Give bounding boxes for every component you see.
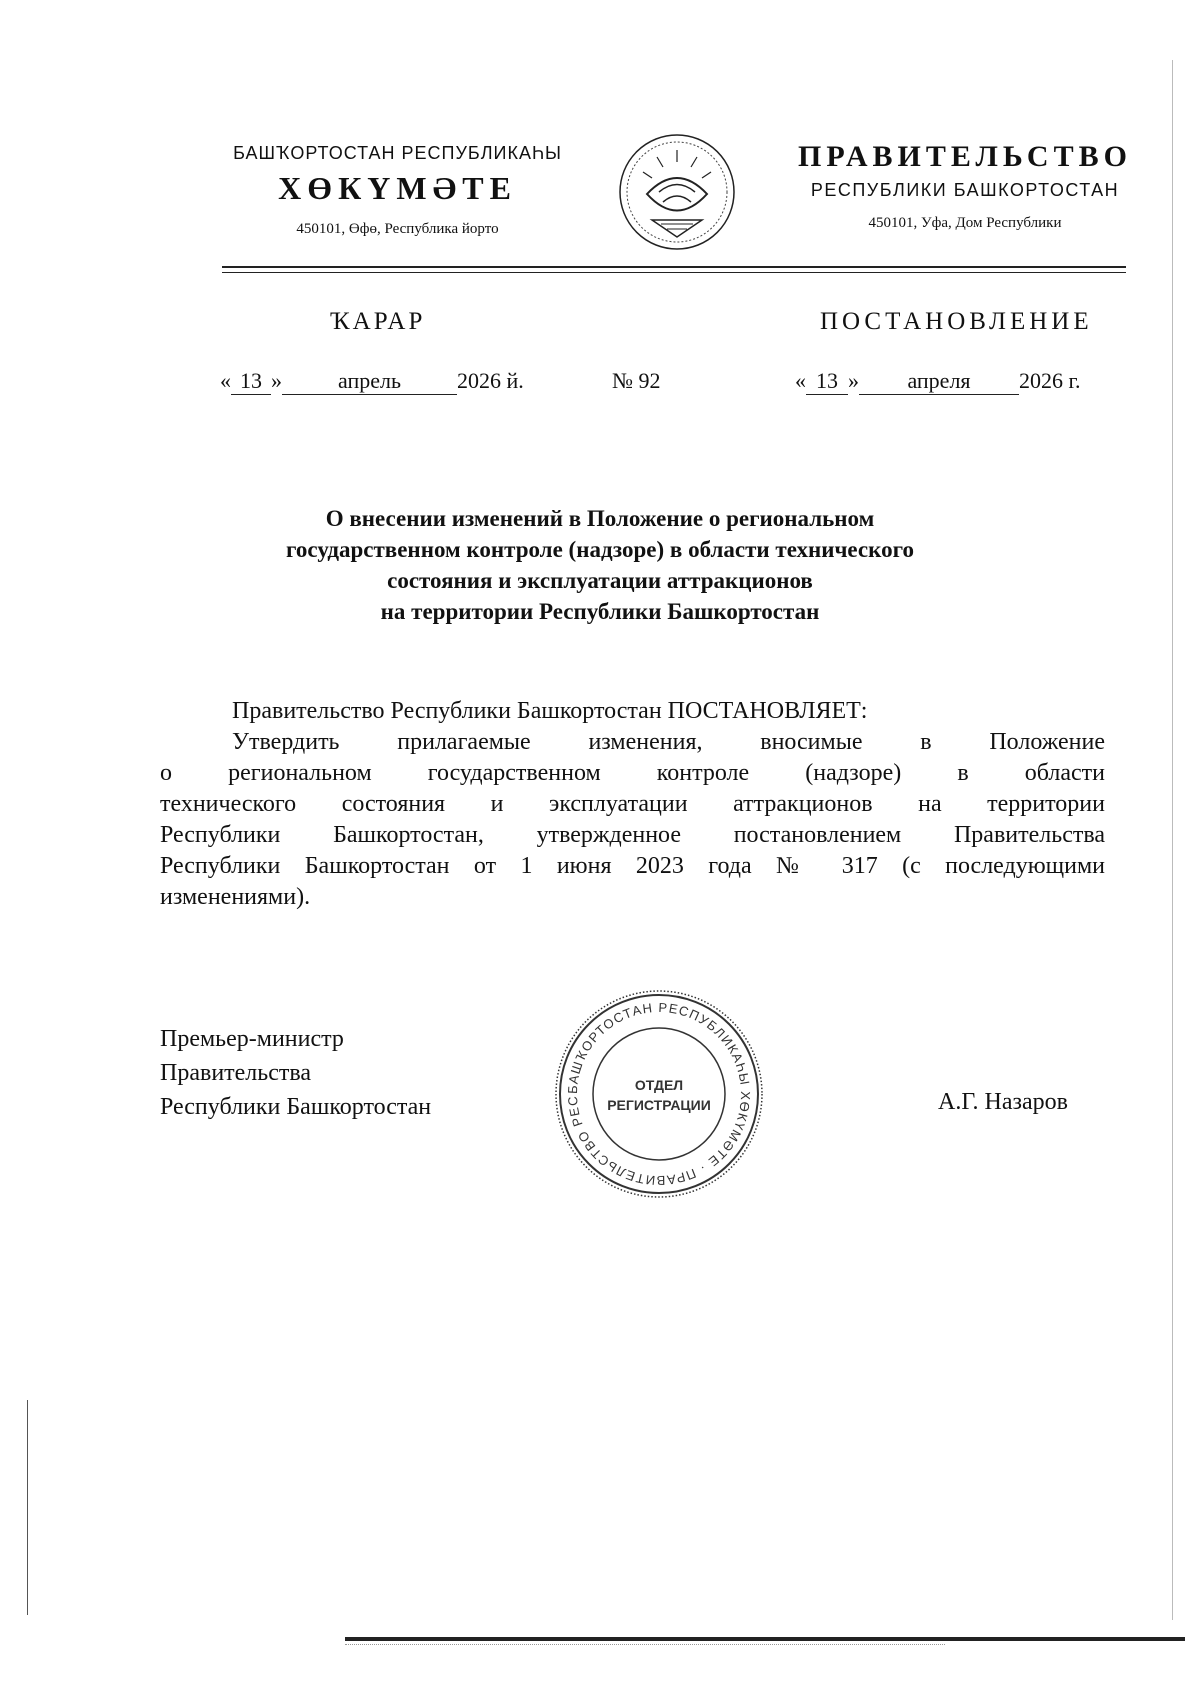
date-bashkir	[220, 368, 524, 395]
bashkortostan-coat-of-arms-icon	[617, 132, 737, 252]
date-russian	[795, 368, 1081, 395]
title-line: на территории Республики Башкортостан	[380, 599, 820, 624]
org-name-bashkir-large: ХӨКҮМӘТЕ	[278, 170, 517, 206]
signatory-title-line: Республики Башкортостан	[160, 1094, 432, 1120]
body-paragraph-decree: Правительство Республики Башкортостан ПОСТАНОВЛЯЕТ:	[232, 698, 868, 724]
signatory-name: А.Г. Назаров	[938, 1089, 1068, 1115]
scan-bottom-bar	[345, 1637, 1185, 1641]
org-name-bashkir-small: БАШҠОРТОСТАН РЕСПУБЛИКАҺЫ	[233, 143, 562, 163]
date-open-quote: «	[220, 368, 231, 393]
org-name-russian-large: ПРАВИТЕЛЬСТВО	[798, 140, 1132, 173]
signatory-title-line: Премьер-министр	[160, 1026, 344, 1052]
scan-margin-line-left	[27, 1400, 28, 1615]
registration-stamp	[553, 988, 765, 1200]
body-line: Республики Башкортостан, утвержденное постановлением Правительства	[160, 822, 1105, 848]
body-line: о региональном государственном контроле (надзоре) в области	[160, 760, 1105, 786]
address-russian: 450101, Уфа, Дом Республики	[868, 215, 1062, 231]
date-year: 2026 г.	[1019, 368, 1081, 393]
signatory-title-line: Правительства	[160, 1060, 312, 1086]
number-sign: №	[612, 368, 633, 393]
number-value: 92	[638, 368, 661, 393]
header-divider-thick	[222, 266, 1126, 268]
date-close-quote: »	[848, 368, 859, 393]
stamp-inner-line1: ОТДЕЛ	[634, 1077, 684, 1093]
stamp-inner-line2: РЕГИСТРАЦИИ	[607, 1097, 711, 1113]
title-line: О внесении изменений в Положение о региональном	[325, 506, 875, 531]
title-line: состояния и эксплуатации аттракционов	[387, 568, 813, 593]
date-close-quote: »	[271, 368, 282, 393]
date-month: апреля	[859, 368, 1019, 395]
date-open-quote: «	[795, 368, 806, 393]
doc-type-russian: ПОСТАНОВЛЕНИЕ	[820, 308, 1093, 335]
stamp-ring-text: БАШҠОРТОСТАН РЕСПУБЛИКАҺЫ ХӨКҮМӘТЕ · ПРАВИТЕЛЬСТВО РЕС	[564, 999, 754, 1189]
body-line: изменениями).	[160, 884, 311, 910]
date-month: апрель	[282, 368, 457, 395]
header-left-block	[195, 143, 600, 238]
date-year: 2026 й.	[457, 368, 524, 393]
body-line: Республики Башкортостан от 1 июня 2023 года № 317 (с последующими	[160, 853, 1105, 879]
header-divider-thin	[222, 272, 1126, 273]
scan-bottom-dots	[345, 1644, 945, 1645]
title-line: государственном контроле (надзоре) в области технического	[286, 537, 914, 562]
date-day: 13	[231, 368, 271, 395]
header-right-block	[780, 140, 1150, 232]
signatory-title	[160, 1022, 431, 1124]
body-line: технического состояния и эксплуатации аттракционов на территории	[160, 791, 1105, 817]
document-title	[160, 503, 1040, 627]
document-number	[612, 368, 661, 394]
address-bashkir: 450101, Өфө, Республика йорто	[296, 221, 499, 237]
scan-margin-line-right	[1172, 60, 1173, 1620]
doc-type-bashkir: ҠАРАР	[330, 308, 426, 335]
document-body	[160, 696, 1105, 913]
body-line: Утвердить прилагаемые изменения, вносимые в Положение	[232, 729, 1105, 755]
org-name-russian-small: РЕСПУБЛИКИ БАШКОРТОСТАН	[810, 180, 1120, 200]
date-day: 13	[806, 368, 848, 395]
